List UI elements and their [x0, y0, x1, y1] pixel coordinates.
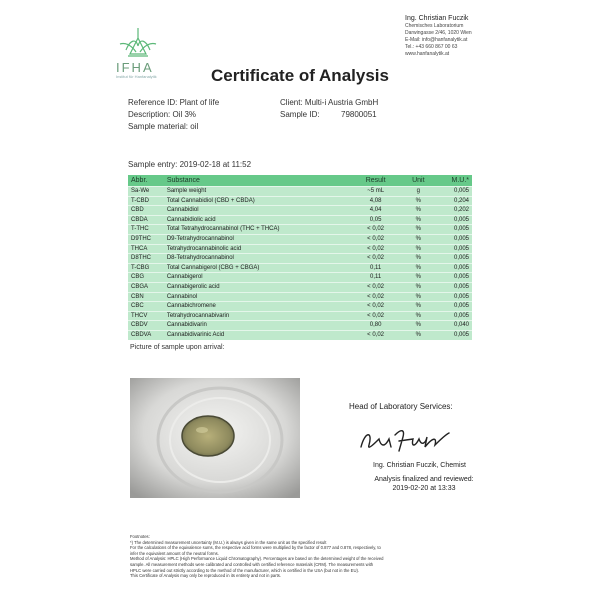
sample-id: 79800051 — [341, 110, 377, 119]
abbr-cell: CBN — [128, 292, 164, 302]
mu-cell: 0,005 — [436, 225, 472, 235]
abbr-cell: CBDA — [128, 215, 164, 225]
footnote-line: infer the equivalent amount of the neutral forms. — [130, 550, 219, 556]
result-cell: 0,05 — [351, 215, 401, 225]
result-cell: < 0,02 — [351, 244, 401, 254]
result-cell: < 0,02 — [351, 234, 401, 244]
table-row — [128, 187, 472, 197]
unit-cell: % — [400, 254, 436, 264]
abbr-cell: CBDVA — [128, 330, 164, 339]
mu-cell: 0,005 — [436, 215, 472, 225]
substance-cell: Sample weight — [164, 187, 351, 197]
substance-cell: Cannabidiol — [164, 206, 351, 216]
substance-cell: D9-Tetrahydrocannabinol — [164, 234, 351, 244]
result-cell: 0,11 — [351, 263, 401, 273]
result-cell: < 0,02 — [351, 282, 401, 292]
table-row — [128, 282, 472, 292]
mu-cell: 0,005 — [436, 292, 472, 302]
lab-name: Ing. Christian Fuczik — [405, 15, 469, 22]
page-title: Certificate of Analysis — [211, 66, 389, 85]
table-row — [128, 263, 472, 273]
signature-image — [355, 425, 455, 455]
substance-cell: Cannabidivarinic Acid — [164, 330, 351, 339]
unit-cell: % — [400, 273, 436, 283]
substance-cell: Tetrahydrocannabivarin — [164, 311, 351, 321]
substance-cell: Cannabigerol — [164, 273, 351, 283]
lab-address-block — [405, 14, 472, 58]
client: Client: Multi-i Austria GmbH — [280, 98, 379, 107]
description: Description: Oil 3% — [128, 110, 197, 119]
unit-cell: g — [400, 187, 436, 197]
result-cell: ~5 mL — [351, 187, 401, 197]
table-row — [128, 234, 472, 244]
column-header: Unit — [400, 175, 436, 187]
mu-cell: 0,005 — [436, 273, 472, 283]
lab-line: www.hanfanalytik.at — [405, 51, 450, 57]
unit-cell: % — [400, 311, 436, 321]
unit-cell: % — [400, 302, 436, 312]
footnote-line: This Certificate of Analysis may only be reproduced in its entirety and not in parts. — [130, 573, 282, 579]
substance-cell: Cannabichromene — [164, 302, 351, 312]
mu-cell: 0,005 — [436, 244, 472, 254]
abbr-cell: THCA — [128, 244, 164, 254]
result-cell: < 0,02 — [351, 330, 401, 339]
unit-cell: % — [400, 292, 436, 302]
unit-cell: % — [400, 321, 436, 331]
abbr-cell: Sa-We — [128, 187, 164, 197]
results-table — [128, 175, 472, 340]
footnote-line: *) The determined measurement uncertainty (M.U.) is always given in the same unit as the specified result — [130, 539, 327, 545]
footnote-line: Footnotes: — [130, 534, 150, 539]
unit-cell: % — [400, 234, 436, 244]
abbr-cell: THCV — [128, 311, 164, 321]
abbr-cell: T-THC — [128, 225, 164, 235]
head-of-lab-label: Head of Laboratory Services: — [349, 402, 453, 411]
column-header: M.U.* — [436, 175, 472, 187]
mu-cell: 0,040 — [436, 321, 472, 331]
abbr-cell: T-CBG — [128, 263, 164, 273]
table-row — [128, 330, 472, 339]
table-row — [128, 254, 472, 264]
mu-cell: 0,005 — [436, 263, 472, 273]
unit-cell: % — [400, 196, 436, 206]
sample-id-label: Sample ID: — [280, 110, 320, 119]
substance-cell: Total Tetrahydrocannabinol (THC + THCA) — [164, 225, 351, 235]
abbr-cell: CBG — [128, 273, 164, 283]
footnote-line: sample. All measurement methods were calibrated and controlled with certified reference materials (CRM). The measurements with — [130, 561, 374, 567]
result-cell: 4,08 — [351, 196, 401, 206]
result-cell: < 0,02 — [351, 254, 401, 264]
substance-cell: Total Cannabigerol (CBG + CBGA) — [164, 263, 351, 273]
unit-cell: % — [400, 330, 436, 339]
result-cell: 0,80 — [351, 321, 401, 331]
logo-tagline: Institut für Hanfanalytik — [116, 74, 157, 79]
result-cell: 0,11 — [351, 273, 401, 283]
substance-cell: Cannabidiolic acid — [164, 215, 351, 225]
mu-cell: 0,005 — [436, 187, 472, 197]
substance-cell: D8-Tetrahydrocannabinol — [164, 254, 351, 264]
column-header: Substance — [164, 175, 351, 187]
unit-cell: % — [400, 225, 436, 235]
unit-cell: % — [400, 215, 436, 225]
table-row — [128, 302, 472, 312]
abbr-cell: CBD — [128, 206, 164, 216]
footnote-line: Method of Analysis: HPLC (High Performance Liquid Chromatography). Percentages are based on the determined weight of the received — [130, 556, 384, 562]
table-row — [128, 321, 472, 331]
footnote-line: For the calculations of the equivalence sums, the respective acid forms were multiplied by the factor of 0.877 and 0.878, respectively, to — [130, 545, 381, 551]
reference-id: Reference ID: Plant of life — [128, 98, 220, 107]
sample-entry: Sample entry: 2019-02-18 at 11:52 — [128, 160, 252, 169]
table-row — [128, 225, 472, 235]
substance-cell: Cannabidivarin — [164, 321, 351, 331]
sample-material: Sample material: oil — [128, 122, 199, 131]
result-cell: 4,04 — [351, 206, 401, 216]
finalization-block — [344, 475, 504, 493]
signature-icon — [355, 425, 455, 455]
unit-cell: % — [400, 263, 436, 273]
table-row — [128, 244, 472, 254]
finalized-date: 2019-02-20 at 13:33 — [392, 485, 456, 492]
unit-cell: % — [400, 206, 436, 216]
table-row — [128, 273, 472, 283]
substance-cell: Tetrahydrocannabinolic acid — [164, 244, 351, 254]
chemist-name: Ing. Christian Fuczik, Chemist — [373, 462, 466, 469]
table-row — [128, 311, 472, 321]
abbr-cell: CBGA — [128, 282, 164, 292]
finalized-label: Analysis finalized and reviewed: — [374, 476, 474, 483]
mu-cell: 0,005 — [436, 234, 472, 244]
mu-cell: 0,005 — [436, 282, 472, 292]
mu-cell: 0,202 — [436, 206, 472, 216]
logo-name: IFHA — [116, 60, 154, 75]
lab-line: Chemisches Laboratorium — [405, 23, 464, 29]
sample-photo — [130, 378, 300, 498]
abbr-cell: D9THC — [128, 234, 164, 244]
unit-cell: % — [400, 244, 436, 254]
abbr-cell: T-CBD — [128, 196, 164, 206]
footnote-line: HPLC were carried out strictly according to the method of the manufacturer, which is certified in the USA (but not in the EU). — [130, 567, 360, 573]
table-row — [128, 215, 472, 225]
lab-line: Darwingasse 2/46, 1020 Wien — [405, 30, 472, 36]
abbr-cell: CBDV — [128, 321, 164, 331]
table-header-row — [128, 175, 472, 187]
mu-cell: 0,005 — [436, 254, 472, 264]
result-cell: < 0,02 — [351, 225, 401, 235]
photo-caption: Picture of sample upon arrival: — [130, 344, 225, 351]
mu-cell: 0,005 — [436, 330, 472, 339]
abbr-cell: D8THC — [128, 254, 164, 264]
result-cell: < 0,02 — [351, 311, 401, 321]
table-row — [128, 292, 472, 302]
column-header: Abbr. — [128, 175, 164, 187]
result-cell: < 0,02 — [351, 292, 401, 302]
substance-cell: Total Cannabidiol (CBD + CBDA) — [164, 196, 351, 206]
substance-cell: Cannabigerolic acid — [164, 282, 351, 292]
mu-cell: 0,005 — [436, 311, 472, 321]
table-row — [128, 196, 472, 206]
footnotes — [130, 534, 490, 579]
lab-line: E-Mail: info@hanfanalytik.at — [405, 37, 468, 43]
result-cell: < 0,02 — [351, 302, 401, 312]
lab-line: Tel.: +43 660 867 00 63 — [405, 44, 458, 50]
unit-cell: % — [400, 282, 436, 292]
abbr-cell: CBC — [128, 302, 164, 312]
substance-cell: Cannabinol — [164, 292, 351, 302]
column-header: Result — [351, 175, 401, 187]
mu-cell: 0,204 — [436, 196, 472, 206]
mu-cell: 0,005 — [436, 302, 472, 312]
table-row — [128, 206, 472, 216]
